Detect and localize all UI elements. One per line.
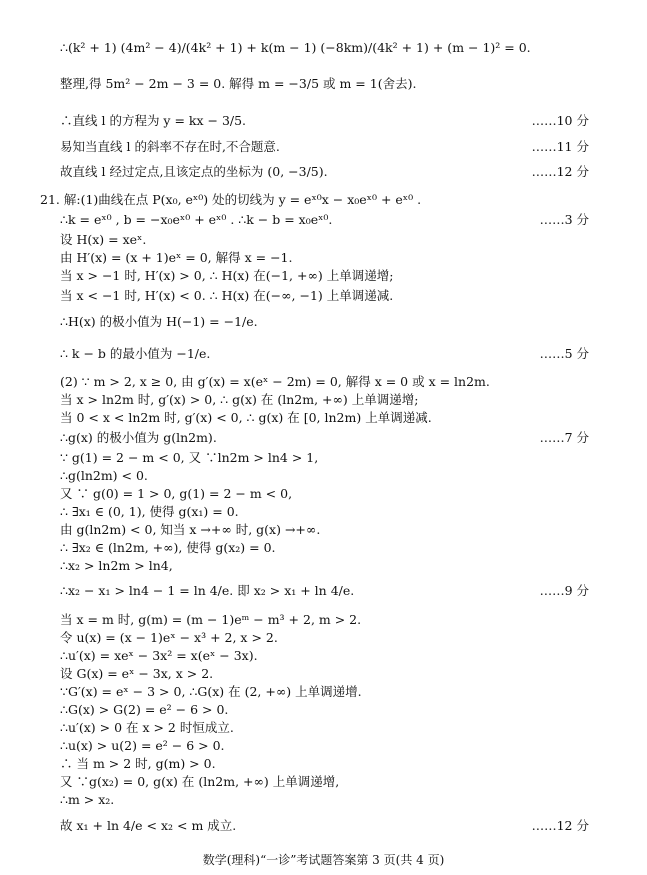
points-9: ……9 分 bbox=[539, 583, 589, 598]
line-31: ∴G(x) > G(2) = e² − 6 > 0. bbox=[60, 702, 229, 717]
line-35: 又 ∵g(x₂) = 0, g(x) 在 (ln2m, +∞) 上单调递增, bbox=[60, 774, 340, 789]
points-10: ……10 分 bbox=[531, 113, 589, 128]
line-29: 设 G(x) = eˣ − 3x, x > 2. bbox=[60, 666, 214, 681]
line-11: 当 x < −1 时, H′(x) < 0. ∴ H(x) 在(−∞, −1) 上单调递减. bbox=[60, 288, 394, 303]
line-4: 易知当直线 l 的斜率不存在时,不合题意. bbox=[60, 139, 280, 154]
line-2: 整理,得 5m² − 2m − 3 = 0. 解得 m = −3/5 或 m = 1(舍去). bbox=[60, 76, 417, 91]
line-32: ∴u′(x) > 0 在 x > 2 时恒成立. bbox=[60, 720, 234, 735]
line-18: ∵ g(1) = 2 − m < 0, 又 ∵ln2m > ln4 > 1, bbox=[60, 450, 319, 465]
line-8: 设 H(x) = xeˣ. bbox=[60, 232, 147, 247]
line-21: ∴ ∃x₁ ∈ (0, 1), 使得 g(x₁) = 0. bbox=[60, 504, 239, 519]
line-36: ∴m > x₂. bbox=[60, 792, 115, 807]
line-28: ∴u′(x) = xeˣ − 3x² = x(eˣ − 3x). bbox=[60, 648, 258, 663]
line-22: 由 g(ln2m) < 0, 知当 x →+∞ 时, g(x) →+∞. bbox=[60, 522, 321, 537]
line-26: 当 x = m 时, g(m) = (m − 1)eᵐ − m³ + 2, m > 2. bbox=[60, 612, 362, 627]
line-16: 当 0 < x < ln2m 时, g′(x) < 0, ∴ g(x) 在 [0, ln2m) 上单调递减. bbox=[60, 410, 432, 425]
line-15: 当 x > ln2m 时, g′(x) > 0, ∴ g(x) 在 (ln2m, +∞) 上单调递增; bbox=[60, 392, 419, 407]
points-11: ……11 分 bbox=[531, 139, 589, 154]
points-5: ……5 分 bbox=[539, 346, 589, 361]
line-33: ∴u(x) > u(2) = e² − 6 > 0. bbox=[60, 738, 225, 753]
line-9: 由 H′(x) = (x + 1)eˣ = 0, 解得 x = −1. bbox=[60, 250, 293, 265]
line-19: ∴g(ln2m) < 0. bbox=[60, 468, 148, 483]
line-34: ∴ 当 m > 2 时, g(m) > 0. bbox=[60, 756, 216, 771]
line-6: 21. 解:(1)曲线在点 P(x₀, eˣ⁰) 处的切线为 y = eˣ⁰x − x₀eˣ⁰ + eˣ⁰ . bbox=[40, 192, 422, 207]
line-7: ∴k = eˣ⁰ , b = −x₀eˣ⁰ + eˣ⁰ . ∴k − b = x₀eˣ⁰. bbox=[60, 212, 333, 227]
points-7: ……7 分 bbox=[539, 430, 589, 445]
line-14: (2) ∵ m > 2, x ≥ 0, 由 g′(x) = x(eˣ − 2m) = 0, 解得 x = 0 或 x = ln2m. bbox=[60, 374, 490, 389]
page-footer: 数学(理科)“一诊”考试题答案第 3 页(共 4 页) bbox=[202, 853, 445, 867]
line-10: 当 x > −1 时, H′(x) > 0, ∴ H(x) 在(−1, +∞) 上单调递增; bbox=[60, 268, 394, 283]
line-24: ∴x₂ > ln2m > ln4, bbox=[60, 558, 173, 573]
points-12: ……12 分 bbox=[531, 164, 589, 179]
points-12-final: ……12 分 bbox=[531, 818, 589, 833]
line-12: ∴H(x) 的极小值为 H(−1) = −1/e. bbox=[60, 314, 258, 329]
line-13: ∴ k − b 的最小值为 −1/e. bbox=[60, 346, 211, 361]
line-30: ∵G′(x) = eˣ − 3 > 0, ∴G(x) 在 (2, +∞) 上单调递增. bbox=[60, 684, 362, 699]
line-17: ∴g(x) 的极小值为 g(ln2m). bbox=[60, 430, 217, 445]
line-3: ∴直线 l 的方程为 y = kx − 3/5. bbox=[60, 113, 247, 128]
line-20: 又 ∵ g(0) = 1 > 0, g(1) = 2 − m < 0, bbox=[60, 486, 293, 501]
line-23: ∴ ∃x₂ ∈ (ln2m, +∞), 使得 g(x₂) = 0. bbox=[60, 540, 276, 555]
line-27: 令 u(x) = (x − 1)eˣ − x³ + 2, x > 2. bbox=[60, 630, 278, 645]
line-25: ∴x₂ − x₁ > ln4 − 1 = ln 4/e. 即 x₂ > x₁ + ln 4/e. bbox=[60, 583, 355, 598]
line-5: 故直线 l 经过定点,且该定点的坐标为 (0, −3/5). bbox=[60, 164, 328, 179]
line-37: 故 x₁ + ln 4/e < x₂ < m 成立. bbox=[60, 818, 237, 833]
points-3: ……3 分 bbox=[539, 212, 589, 227]
line-1: ∴(k² + 1) (4m² − 4)/(4k² + 1) + k(m − 1) (−8km)/(4k² + 1) + (m − 1)² = 0. bbox=[60, 40, 531, 55]
